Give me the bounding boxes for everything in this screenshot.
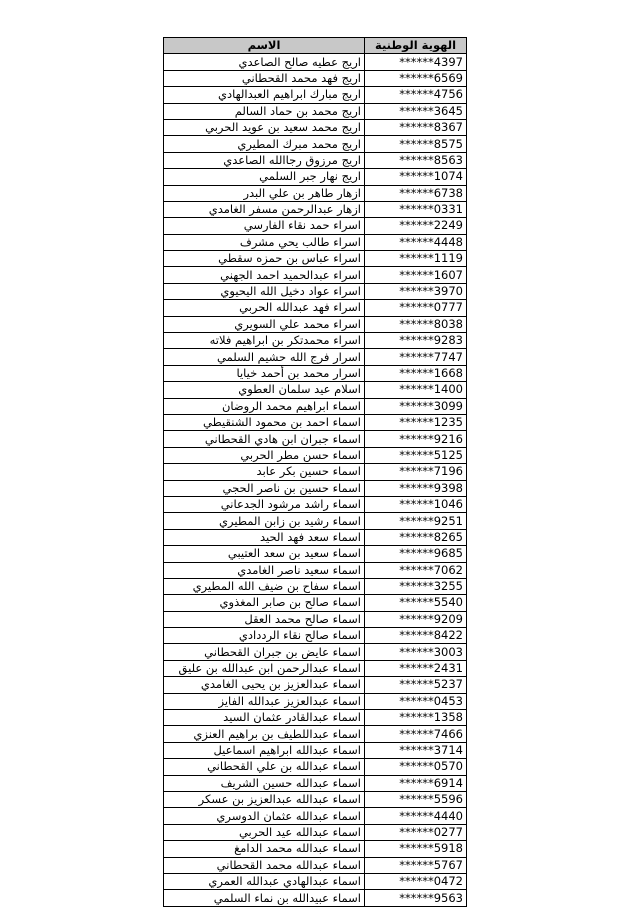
- national-id-value: ******3003: [399, 644, 463, 659]
- table-row: [164, 267, 467, 283]
- national-id-value: ******7747: [399, 349, 463, 364]
- name-cell: اسماء عبدالعزيز بن يحيى الغامدي: [164, 677, 365, 693]
- table-row: [164, 595, 467, 611]
- name-cell: اسماء عبدالله بن علي القحطاني: [164, 759, 365, 775]
- national-id-cell: [365, 316, 467, 332]
- national-id-value: ******8265: [399, 529, 463, 544]
- name-cell: اسماء عبداللطيف بن براهيم العنزي: [164, 726, 365, 742]
- table-row: [164, 841, 467, 857]
- national-id-value: ******6914: [399, 775, 463, 790]
- national-id-cell: [365, 251, 467, 267]
- name-cell: اسراء فهد عبدالله الحربي: [164, 300, 365, 316]
- national-id-value: ******1046: [399, 497, 463, 512]
- table-row: [164, 611, 467, 627]
- national-id-value: ******2431: [399, 661, 463, 676]
- table-row: [164, 677, 467, 693]
- name-cell: ازهار عبدالرحمن مسفر الغامدي: [164, 201, 365, 217]
- national-id-cell: [365, 628, 467, 644]
- table-row: [164, 169, 467, 185]
- national-id-cell: [365, 726, 467, 742]
- name-cell: اسراء عباس بن حمزه سقطي: [164, 251, 365, 267]
- name-cell: اريج محمد مبرك المطيري: [164, 136, 365, 152]
- national-id-cell: [365, 300, 467, 316]
- name-cell: اسماء حسين بن ناصر الحجي: [164, 480, 365, 496]
- table-row: [164, 873, 467, 889]
- national-id-value: ******1119: [399, 251, 463, 266]
- table-row: [164, 857, 467, 873]
- name-cell: اسماء صالح محمد العقل: [164, 611, 365, 627]
- name-cell: اسماء عبدالهادي عبدالله العمري: [164, 873, 365, 889]
- national-id-cell: [365, 611, 467, 627]
- national-id-cell: [365, 791, 467, 807]
- national-id-cell: [365, 70, 467, 86]
- national-id-cell: [365, 710, 467, 726]
- table-row: [164, 562, 467, 578]
- national-id-value: ******1400: [399, 382, 463, 397]
- national-id-value: ******5540: [399, 595, 463, 610]
- national-id-cell: [365, 529, 467, 545]
- table-row: [164, 808, 467, 824]
- national-id-cell: [365, 578, 467, 594]
- national-id-header: الهوية الوطنية: [365, 38, 467, 54]
- name-cell: اسماء صالح نقاء الرددادي: [164, 628, 365, 644]
- name-cell: اريج محمد سعيد بن عويد الحربي: [164, 119, 365, 135]
- name-cell: ازهار طاهر بن علي البدر: [164, 185, 365, 201]
- national-id-cell: [365, 677, 467, 693]
- name-cell: اسماء صالح بن صابر المغذوي: [164, 595, 365, 611]
- national-id-value: ******4440: [399, 808, 463, 823]
- table-row: [164, 546, 467, 562]
- national-id-value: ******8367: [399, 120, 463, 135]
- table-row: [164, 693, 467, 709]
- name-cell: اريج عطيه صالح الصاعدي: [164, 54, 365, 70]
- records-table: [163, 37, 467, 907]
- name-cell: اريج مرزوق رجاالله الصاعدي: [164, 152, 365, 168]
- table-row: [164, 316, 467, 332]
- national-id-cell: [365, 808, 467, 824]
- table-row: [164, 578, 467, 594]
- national-id-value: ******9251: [399, 513, 463, 528]
- table-row: [164, 103, 467, 119]
- table-row: [164, 136, 467, 152]
- national-id-cell: [365, 201, 467, 217]
- table-body: [164, 54, 467, 906]
- national-id-value: ******4397: [399, 54, 463, 69]
- table-row: [164, 300, 467, 316]
- table-row: [164, 218, 467, 234]
- national-id-value: ******0331: [399, 202, 463, 217]
- table-row: [164, 382, 467, 398]
- name-cell: اسماء جبران ابن هادي القحطاني: [164, 431, 365, 447]
- national-id-value: ******1668: [399, 366, 463, 380]
- name-cell: اسلام عيد سلمان العطوي: [164, 382, 365, 398]
- national-id-value: ******6569: [399, 70, 463, 85]
- name-cell: اسماء عايض بن جبران القحطاني: [164, 644, 365, 660]
- national-id-value: ******5596: [399, 792, 463, 807]
- name-cell: اسراء عواد دخيل الله اليحيوي: [164, 283, 365, 299]
- table-row: [164, 283, 467, 299]
- table-row: [164, 54, 467, 70]
- national-id-cell: [365, 841, 467, 857]
- table-row: [164, 447, 467, 463]
- table-row: [164, 644, 467, 660]
- name-cell: اسماء حسن مطر الحربي: [164, 447, 365, 463]
- name-cell: اسماء عبدالله عثمان الدوسري: [164, 808, 365, 824]
- national-id-value: ******0472: [399, 874, 463, 889]
- national-id-value: ******1235: [399, 415, 463, 430]
- national-id-value: ******7062: [399, 562, 463, 577]
- national-id-value: ******9563: [399, 890, 463, 905]
- name-cell: اسرار فرج الله حشيم السلمي: [164, 349, 365, 365]
- name-cell: اسراء حمد نقاء الفارسي: [164, 218, 365, 234]
- national-id-value: ******1607: [399, 267, 463, 282]
- national-id-cell: [365, 644, 467, 660]
- name-cell: اسماء عبدالقادر عثمان السيد: [164, 710, 365, 726]
- national-id-value: ******6738: [399, 185, 463, 200]
- national-id-cell: [365, 496, 467, 512]
- name-cell: اسماء سعيد ناصر الغامدي: [164, 562, 365, 578]
- table-row: [164, 201, 467, 217]
- table-row: [164, 464, 467, 480]
- name-cell: اريج مبارك ابراهيم العبدالهادي: [164, 87, 365, 103]
- table-row: [164, 480, 467, 496]
- national-id-value: ******7196: [399, 464, 463, 479]
- national-id-cell: [365, 333, 467, 349]
- name-cell: اسماء احمد بن محمود الشنقيطي: [164, 414, 365, 430]
- national-id-cell: [365, 824, 467, 840]
- national-id-value: ******4756: [399, 87, 463, 102]
- national-id-cell: [365, 267, 467, 283]
- national-id-value: ******3645: [399, 103, 463, 118]
- name-header: الاسم: [164, 38, 365, 54]
- name-cell: اسماء رشيد بن زابن المطيري: [164, 513, 365, 529]
- national-id-value: ******3255: [399, 579, 463, 594]
- national-id-value: ******2249: [399, 218, 463, 233]
- national-id-value: ******3714: [399, 742, 463, 757]
- national-id-value: ******5918: [399, 841, 463, 856]
- name-cell: اسراء محمد علي السويري: [164, 316, 365, 332]
- name-cell: اسماء حسين بكر عابد: [164, 464, 365, 480]
- national-id-value: ******5125: [399, 447, 463, 462]
- table-row: [164, 660, 467, 676]
- national-id-value: ******8038: [399, 316, 463, 331]
- national-id-value: ******1358: [399, 710, 463, 725]
- national-id-cell: [365, 513, 467, 529]
- national-id-value: ******7466: [399, 726, 463, 741]
- table-row: [164, 119, 467, 135]
- name-cell: اريج نهار جبر السلمي: [164, 169, 365, 185]
- table-row: [164, 431, 467, 447]
- table-row: [164, 513, 467, 529]
- name-cell: اريج فهد محمد القحطاني: [164, 70, 365, 86]
- table-row: [164, 759, 467, 775]
- national-id-value: ******5237: [399, 677, 463, 692]
- national-id-cell: [365, 136, 467, 152]
- table-row: [164, 890, 467, 906]
- national-id-cell: [365, 546, 467, 562]
- table-row: [164, 824, 467, 840]
- name-cell: اسماء عبدالله حسين الشريف: [164, 775, 365, 791]
- name-cell: اسماء سفاح بن ضيف الله المطيري: [164, 578, 365, 594]
- national-id-cell: [365, 890, 467, 906]
- national-id-cell: [365, 283, 467, 299]
- national-id-value: ******0570: [399, 759, 463, 774]
- national-id-cell: [365, 775, 467, 791]
- national-id-cell: [365, 54, 467, 70]
- table-row: [164, 628, 467, 644]
- national-id-value: ******0277: [399, 824, 463, 839]
- table-row: [164, 349, 467, 365]
- national-id-value: ******8575: [399, 136, 463, 151]
- name-cell: اسماء عبيدالله بن نماء السلمي: [164, 890, 365, 906]
- name-cell: اريج محمد بن حماد السالم: [164, 103, 365, 119]
- name-cell: اسراء عبدالحميد احمد الجهني: [164, 267, 365, 283]
- national-id-cell: [365, 464, 467, 480]
- national-id-cell: [365, 398, 467, 414]
- name-cell: اسماء عبدالعزيز عبدالله الفايز: [164, 693, 365, 709]
- national-id-cell: [365, 759, 467, 775]
- national-id-value: ******0453: [399, 693, 463, 708]
- header-row: [164, 38, 467, 54]
- national-id-cell: [365, 742, 467, 758]
- national-id-cell: [365, 234, 467, 250]
- national-id-cell: [365, 218, 467, 234]
- national-id-value: ******3099: [399, 398, 463, 413]
- national-id-cell: [365, 595, 467, 611]
- national-id-value: ******9398: [399, 480, 463, 495]
- national-id-cell: [365, 873, 467, 889]
- national-id-cell: [365, 87, 467, 103]
- table-row: [164, 529, 467, 545]
- table-row: [164, 791, 467, 807]
- table-row: [164, 87, 467, 103]
- table-row: [164, 333, 467, 349]
- national-id-value: ******9216: [399, 431, 463, 446]
- table-row: [164, 70, 467, 86]
- name-cell: اسماء عبدالرحمن ابن عبدالله بن عليق: [164, 660, 365, 676]
- table-row: [164, 414, 467, 430]
- national-id-value: ******4448: [399, 234, 463, 249]
- national-id-cell: [365, 447, 467, 463]
- name-cell: اسراء محمدتكر بن ابراهيم فلاته: [164, 333, 365, 349]
- name-cell: اسماء عبدالله محمد القحطاني: [164, 857, 365, 873]
- name-cell: اسماء سعد فهد الحيد: [164, 529, 365, 545]
- table-row: [164, 775, 467, 791]
- name-cell: اسماء عبدالله عيد الحربي: [164, 824, 365, 840]
- national-id-value: ******9685: [399, 546, 463, 561]
- national-id-cell: [365, 152, 467, 168]
- national-id-cell: [365, 414, 467, 430]
- national-id-value: ******8422: [399, 628, 463, 643]
- name-cell: اسراء طالب يحي مشرف: [164, 234, 365, 250]
- national-id-cell: [365, 349, 467, 365]
- name-cell: اسماء راشد مرشود الجدعاني: [164, 496, 365, 512]
- national-id-value: ******5767: [399, 857, 463, 872]
- national-id-value: ******9209: [399, 611, 463, 626]
- table-row: [164, 496, 467, 512]
- national-id-value: ******1074: [399, 169, 463, 184]
- national-id-cell: [365, 660, 467, 676]
- name-cell: اسرار محمد بن أحمد خيايا: [164, 365, 365, 381]
- table-row: [164, 710, 467, 726]
- national-id-cell: [365, 857, 467, 873]
- table-row: [164, 234, 467, 250]
- national-id-cell: [365, 185, 467, 201]
- national-id-cell: [365, 103, 467, 119]
- national-id-cell: [365, 693, 467, 709]
- national-id-value: ******9283: [399, 333, 463, 348]
- national-id-value: ******0777: [399, 300, 463, 315]
- name-cell: اسماء ابراهيم محمد الروضان: [164, 398, 365, 414]
- national-id-cell: [365, 431, 467, 447]
- national-id-cell: [365, 480, 467, 496]
- national-id-cell: [365, 365, 467, 381]
- name-cell: اسماء عبدالله عبدالعزيز بن عسكر: [164, 791, 365, 807]
- table-row: [164, 365, 467, 381]
- national-id-value: ******8563: [399, 152, 463, 167]
- table-row: [164, 726, 467, 742]
- national-id-cell: [365, 119, 467, 135]
- national-id-cell: [365, 382, 467, 398]
- table-row: [164, 152, 467, 168]
- table-row: [164, 251, 467, 267]
- name-cell: اسماء سعيد بن سعد العتيبي: [164, 546, 365, 562]
- table-row: [164, 185, 467, 201]
- national-id-cell: [365, 169, 467, 185]
- national-id-cell: [365, 562, 467, 578]
- national-id-value: ******3970: [399, 284, 463, 299]
- name-cell: اسماء عبدالله محمد الدامغ: [164, 841, 365, 857]
- name-cell: اسماء عبدالله ابراهيم اسماعيل: [164, 742, 365, 758]
- table-row: [164, 398, 467, 414]
- table-row: [164, 742, 467, 758]
